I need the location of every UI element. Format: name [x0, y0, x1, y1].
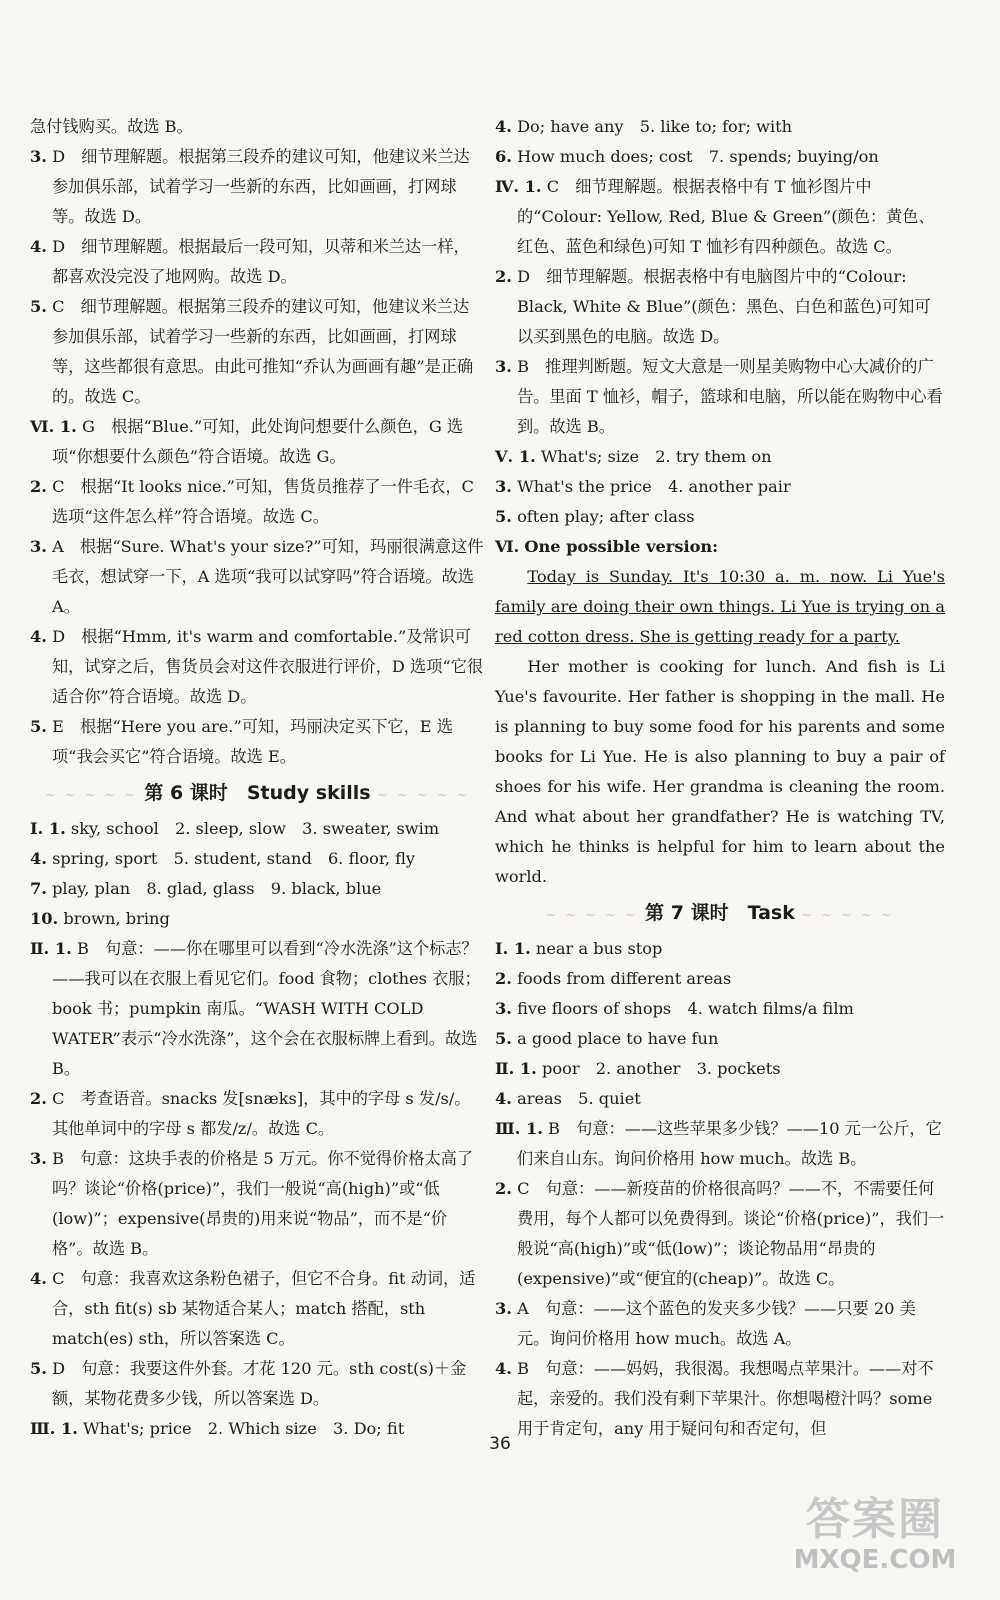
answer-number: 4. — [30, 849, 47, 868]
watermark-top-text: 答案圈 — [806, 1494, 944, 1545]
answer-text: a good place to have fun — [517, 1029, 719, 1048]
heading-decoration: ~ ~ ~ ~ ~ — [45, 788, 145, 802]
answer-number: 6. — [495, 147, 512, 166]
answer-number: 4. — [30, 627, 47, 646]
lesson-heading-text: 第 6 课时 Study skills — [144, 782, 371, 804]
answer-text: G 根据“Blue.”可知，此处询问想要什么颜色，G 选项“你想要什么颜色”符合语境。故选 G。 — [52, 417, 464, 466]
answer-number: 3. — [495, 477, 512, 496]
answer-text: areas 5. quiet — [517, 1089, 641, 1108]
answer-item — [495, 1294, 945, 1354]
answer-item — [495, 142, 945, 172]
answer-text: D 句意：我要这件外套。才花 120 元。sth cost(s)＋金额，某物花费多少钱，所以答案选 D。 — [52, 1359, 467, 1408]
answer-number: Ⅰ. 1. — [495, 939, 531, 958]
answer-text: What's; price 2. Which size 3. Do; fit — [83, 1419, 405, 1438]
answer-item — [30, 532, 485, 622]
answer-text: sky, school 2. sleep, slow 3. sweater, swim — [70, 819, 440, 838]
answer-item — [495, 1114, 945, 1174]
answer-text: 急付钱购买。故选 B。 — [30, 117, 193, 136]
answer-item — [30, 1354, 485, 1414]
answer-item — [495, 1174, 945, 1294]
heading-decoration: ~ ~ ~ ~ ~ — [370, 788, 470, 802]
answer-number: Ⅲ. 1. — [495, 1119, 543, 1138]
answer-text: play, plan 8. glad, glass 9. black, blue — [52, 879, 382, 898]
answer-text: B 句意：——这些苹果多少钱？——10 元一公斤，它们来自山东。询问价格用 how much。故选 B。 — [517, 1119, 942, 1168]
answer-item — [30, 814, 485, 844]
answer-item — [30, 412, 485, 472]
answer-item — [30, 1084, 485, 1144]
answer-item — [495, 352, 945, 442]
answer-number: Ⅲ. 1. — [30, 1419, 78, 1438]
answer-item — [30, 1264, 485, 1354]
answer-text: D 细节理解题。根据最后一段可知，贝蒂和米兰达一样，都喜欢没完没了地网购。故选 D。 — [52, 237, 470, 286]
answer-number: Ⅱ. 1. — [495, 1059, 537, 1078]
answer-number: 10. — [30, 909, 59, 928]
answer-number: 4. — [30, 1269, 47, 1288]
answer-text: A 根据“Sure. What's your size?”可知，玛丽很满意这件毛衣，想试穿一下，A 选项“我可以试穿吗”符合语境。故选 A。 — [52, 537, 484, 616]
answer-number: 3. — [495, 1299, 512, 1318]
answer-text: D 细节理解题。根据第三段乔的建议可知，他建议米兰达参加俱乐部，试着学习一些新的东西，比如画画，打网球等。故选 D。 — [52, 147, 470, 226]
answer-number: 5. — [495, 1029, 512, 1048]
answer-text: foods from different areas — [517, 969, 732, 988]
answer-continuation — [30, 112, 485, 142]
answer-number: 2. — [30, 1089, 47, 1108]
answer-text: What's; size 2. try them on — [540, 447, 772, 466]
model-essay — [495, 532, 945, 892]
answer-text: D 根据“Hmm, it's warm and comfortable.”及常识可知，试穿之后，售货员会对这件衣服进行评价，D 选项“它很适合你”符合语境。故选 D。 — [52, 627, 484, 706]
answer-number: 5. — [30, 717, 47, 736]
answer-text: E 根据“Here you are.”可知，玛丽决定买下它，E 选项“我会买它”符合语境。故选 E。 — [52, 717, 453, 766]
right-column-top — [495, 112, 945, 532]
answer-number: Ⅵ. 1. — [30, 417, 77, 436]
answer-item — [495, 934, 945, 964]
lesson-heading — [30, 774, 485, 814]
answer-text: poor 2. another 3. pockets — [541, 1059, 781, 1078]
answer-text: C 细节理解题。根据表格中有 T 恤衫图片中的“Colour: Yellow, Red, Blue & Green”(颜色：黄色、红色、蓝色和绿色)可知 T 恤衫有四种颜色。故选 C。 — [517, 177, 935, 256]
answer-text: What's the price 4. another pair — [517, 477, 791, 496]
answer-text: near a bus stop — [535, 939, 663, 958]
essay-body: Her mother is cooking for lunch. And fish is Li Yue's favourite. Her father is shopping in the mall. He is planning to buy some food for his parents and some books for Li Yue. He is also planning to buy a pair of shoes for his wife. Her grandma is cleaning the room. And what about her grandfather? He is watching TV, which he thinks is helpful for him to learn about the world. — [495, 657, 945, 886]
answer-number: 3. — [30, 147, 47, 166]
answer-text: B 句意：——妈妈，我很渴。我想喝点苹果汁。——对不起，亲爱的。我们没有剩下苹果汁。你想喝橙汁吗？some 用于肯定句，any 用于疑问句和否定句，但 — [517, 1359, 934, 1438]
answer-text: C 考查语音。snacks 发[snæks]，其中的字母 s 发/s/。其他单词中的字母 s 都发/z/。故选 C。 — [52, 1089, 471, 1138]
answer-item — [30, 934, 485, 1084]
answer-item — [30, 844, 485, 874]
answer-item — [30, 712, 485, 772]
essay-underlined-intro: Today is Sunday. It's 10:30 a. m. now. Li Yue's family are doing their own things. Li Yue is trying on a red cotton dress. She is getting ready for a party. — [495, 567, 945, 646]
answer-text: How much does; cost 7. spends; buying/on — [517, 147, 879, 166]
answer-number: 4. — [30, 237, 47, 256]
answer-text: B 句意：这块手表的价格是 5 万元。你不觉得价格太高了吗？谈论“价格(price)”，我们一般说“高(high)”或“低(low)”；expensive(昂贵的)用来说“物品”，而不是“价格”。故选 B。 — [52, 1149, 474, 1258]
answer-item — [30, 142, 485, 232]
answer-number: Ⅱ. 1. — [30, 939, 72, 958]
left-column — [30, 112, 485, 1444]
answer-number: 5. — [30, 1359, 47, 1378]
answer-number: Ⅴ. 1. — [495, 447, 536, 466]
answer-number: 3. — [495, 357, 512, 376]
answer-text: B 推理判断题。短文大意是一则星美购物中心大减价的广告。里面 T 恤衫，帽子，篮球和电脑，所以能在购物中心看到。故选 B。 — [517, 357, 943, 436]
answer-item — [495, 112, 945, 142]
answer-item — [30, 292, 485, 412]
answer-number: 3. — [30, 1149, 47, 1168]
answer-text: C 细节理解题。根据第三段乔的建议可知，他建议米兰达参加俱乐部，试着学习一些新的东西，比如画画，打网球等，这些都很有意思。由此可推知“乔认为画画有趣”是正确的。故选 C。 — [52, 297, 474, 406]
answer-text: spring, sport 5. student, stand 6. floor, fly — [52, 849, 416, 868]
heading-decoration: ~ ~ ~ ~ ~ — [545, 908, 646, 922]
answer-item — [495, 964, 945, 994]
answer-text: C 句意：我喜欢这条粉色裙子，但它不合身。fit 动词，适合，sth fit(s) sb 某物适合某人；match 搭配，sth match(es) sth，所以答案选 C。 — [52, 1269, 476, 1348]
answer-number: 2. — [30, 477, 47, 496]
answer-text: brown, bring — [63, 909, 170, 928]
heading-decoration: ~ ~ ~ ~ ~ — [794, 908, 895, 922]
right-column — [495, 112, 945, 1444]
answer-text: often play; after class — [517, 507, 695, 526]
answer-item — [30, 904, 485, 934]
answer-text: five floors of shops 4. watch films/a film — [517, 999, 854, 1018]
answer-number: 5. — [495, 507, 512, 526]
watermark-url: MXQE.COM — [793, 1545, 957, 1575]
answer-item — [495, 994, 945, 1024]
answer-item — [495, 1024, 945, 1054]
answer-item — [495, 442, 945, 472]
answer-number: Ⅳ. 1. — [495, 177, 542, 196]
answer-item — [30, 1144, 485, 1264]
lesson-heading — [495, 894, 945, 934]
answer-item — [495, 1084, 945, 1114]
watermark-logo — [780, 1495, 970, 1580]
answer-number: 4. — [495, 1359, 512, 1378]
answer-item — [30, 472, 485, 532]
answer-number: 2. — [495, 969, 512, 988]
answer-number: 3. — [30, 537, 47, 556]
version-label: One possible version: — [524, 537, 719, 556]
answer-number: 4. — [495, 117, 512, 136]
answer-number: 7. — [30, 879, 47, 898]
answer-item — [495, 1354, 945, 1444]
right-column-bottom — [495, 894, 945, 1444]
answer-item — [495, 172, 945, 262]
answer-item — [495, 1054, 945, 1084]
answer-number: 2. — [495, 267, 512, 286]
answer-number: 4. — [495, 1089, 512, 1108]
answer-text: D 细节理解题。根据表格中有电脑图片中的“Colour: Black, White & Blue”(颜色：黑色、白色和蓝色)可知可以买到黑色的电脑。故选 D。 — [517, 267, 931, 346]
version-number: Ⅵ. — [495, 537, 520, 556]
answer-text: C 根据“It looks nice.”可知，售货员推荐了一件毛衣，C 选项“这件怎么样”符合语境。故选 C。 — [52, 477, 474, 526]
answer-item — [30, 622, 485, 712]
answer-text: B 句意：——你在哪里可以看到“冷水洗涤”这个标志？——我可以在衣服上看见它们。food 食物；clothes 衣服；book 书；pumpkin 南瓜。“WASH WITH COLD WATER”表示“冷水洗涤”，这个会在衣服标牌上看到。故选 B。 — [52, 939, 481, 1078]
answer-text: Do; have any 5. like to; for; with — [517, 117, 793, 136]
lesson-heading-text: 第 7 课时 Task — [645, 902, 795, 924]
answer-number: 5. — [30, 297, 47, 316]
answer-item — [495, 502, 945, 532]
answer-number: Ⅰ. 1. — [30, 819, 66, 838]
page-number: 36 — [489, 1434, 511, 1454]
answer-number: 3. — [495, 999, 512, 1018]
answer-text: A 句意：——这个蓝色的发夹多少钱？——只要 20 美元。询问价格用 how much。故选 A。 — [517, 1299, 916, 1348]
answer-item — [495, 262, 945, 352]
answer-number: 2. — [495, 1179, 512, 1198]
answer-text: C 句意：——新疫苗的价格很高吗？——不，不需要任何费用，每个人都可以免费得到。谈论“价格(price)”，我们一般说“高(high)”或“低(low)”；谈论物品用“昂贵的(expensive)”或“便宜的(cheap)”。故选 C。 — [517, 1179, 945, 1288]
answer-item — [495, 472, 945, 502]
answer-item — [30, 232, 485, 292]
version-heading — [495, 532, 945, 562]
answer-item — [30, 874, 485, 904]
